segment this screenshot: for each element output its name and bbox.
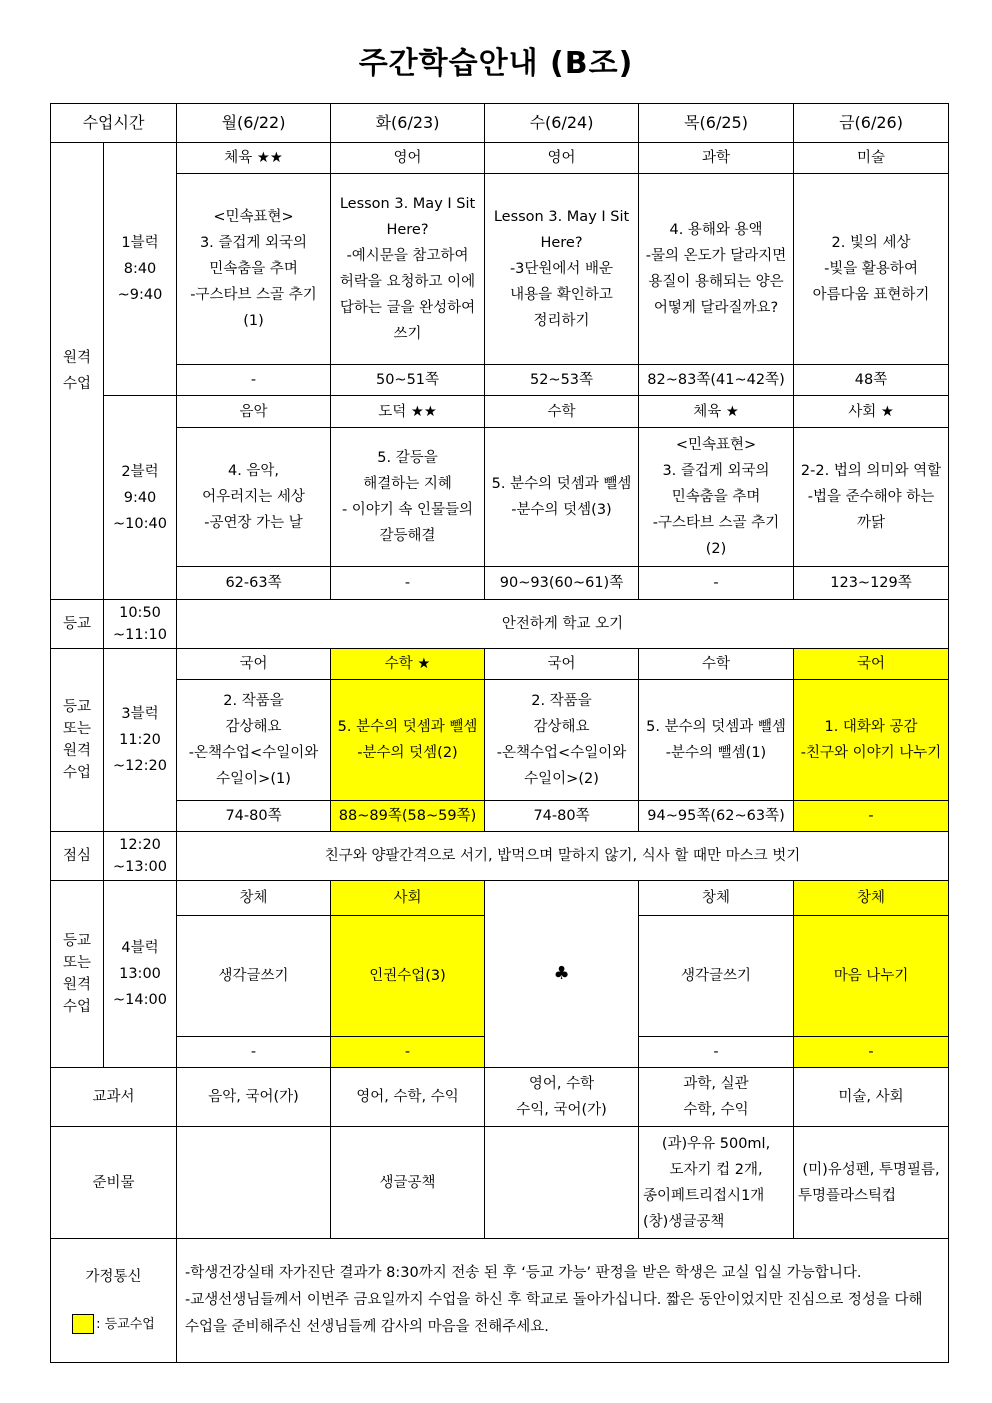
header-fri: 금(6/26)	[794, 104, 949, 143]
notice-label: 가정통신	[85, 1268, 142, 1285]
block1-page-fri: 48쪽	[794, 365, 949, 396]
block2-content-thu: <민속표현> 3. 즐겁게 외국의 민속춤을 추며 -구스타브 스골 추기(2)	[639, 428, 794, 567]
block3-content-thu: 5. 분수의 덧셈과 뺄셈 -분수의 뺄셈(1)	[639, 680, 794, 801]
block1-content-wed: Lesson 3. May I Sit Here? -3단원에서 배운 내용을 확인하고 정리하기	[485, 174, 639, 365]
block3-subject-tue: 수학 ★	[331, 649, 485, 680]
lunch-label: 점심	[51, 832, 104, 881]
block4-subject-row	[51, 881, 949, 916]
header-row	[51, 104, 949, 143]
block4-subject-mon: 창체	[177, 881, 331, 916]
block1-subject-thu: 과학	[639, 143, 794, 174]
block1-content-thu: 4. 용해와 용액 -물의 온도가 달라지면 용질이 용해되는 양은 어떻게 달라질까요?	[639, 174, 794, 365]
notice-line: -학생건강실태 자가진단 결과가 8:30까지 전송 된 후 ‘등교 가능’ 판정을 받은 학생은 교실 입실 가능합니다.	[185, 1265, 862, 1281]
header-wed: 수(6/24)	[485, 104, 639, 143]
block3-page-mon: 74-80쪽	[177, 801, 331, 832]
mixed-label-block4: 등교 또는 원격 수업	[51, 881, 104, 1068]
block3-page-tue: 88~89쪽(58~59쪽)	[331, 801, 485, 832]
block2-page-thu: -	[639, 567, 794, 600]
page-title: 주간학습안내 (B조)	[358, 46, 634, 81]
block3-page-fri: -	[794, 801, 949, 832]
arrival-text: 안전하게 학교 오기	[177, 600, 949, 649]
block4-content-fri: 마음 나누기	[794, 916, 949, 1037]
block2-page-mon: 62-63쪽	[177, 567, 331, 600]
block3-page-thu: 94~95쪽(62~63쪽)	[639, 801, 794, 832]
block1-page-mon: -	[177, 365, 331, 396]
block4-label: 4블럭 13:00 ~14:00	[104, 881, 177, 1068]
textbooks-mon: 음악, 국어(가)	[177, 1068, 331, 1127]
block2-content-row	[51, 428, 949, 567]
textbooks-thu: 과학, 실관 수학, 수익	[639, 1068, 794, 1127]
block4-page-thu: -	[639, 1037, 794, 1068]
club-icon: ♣	[485, 881, 639, 1068]
header-time: 수업시간	[51, 104, 177, 143]
block3-label: 3블럭 11:20 ~12:20	[104, 649, 177, 832]
block3-page-wed: 74-80쪽	[485, 801, 639, 832]
textbooks-label: 교과서	[51, 1068, 177, 1127]
block3-page-row	[51, 801, 949, 832]
block4-subject-tue: 사회	[331, 881, 485, 916]
block4-subject-fri: 창체	[794, 881, 949, 916]
block1-page-row	[51, 365, 949, 396]
block2-page-wed: 90~93(60~61)쪽	[485, 567, 639, 600]
block3-content-mon: 2. 작품을 감상해요 -온책수업<수일이와 수일이>(1)	[177, 680, 331, 801]
arrival-time: 10:50 ~11:10	[104, 600, 177, 649]
block4-page-tue: -	[331, 1037, 485, 1068]
block3-content-fri: 1. 대화와 공감 -친구와 이야기 나누기	[794, 680, 949, 801]
block1-page-thu: 82~83쪽(41~42쪽)	[639, 365, 794, 396]
block2-content-tue: 5. 갈등을 해결하는 지혜 - 이야기 속 인물들의 갈등해결	[331, 428, 485, 567]
header-thu: 목(6/25)	[639, 104, 794, 143]
block1-subject-wed: 영어	[485, 143, 639, 174]
block3-content-row	[51, 680, 949, 801]
block2-subject-fri: 사회 ★	[794, 396, 949, 428]
block3-subject-thu: 수학	[639, 649, 794, 680]
legend-swatch	[72, 1314, 94, 1334]
block3-subject-mon: 국어	[177, 649, 331, 680]
notice-line: -교생선생님들께서 이번주 금요일까지 수업을 하신 후 학교로 돌아가십니다. 짧은 동안이었지만 진심으로 정성을 다해 수업을 준비해주신 선생님들께 감사의 마음을 전해주세요.	[185, 1292, 923, 1335]
block3-content-wed: 2. 작품을 감상해요 -온책수업<수일이와 수일이>(2)	[485, 680, 639, 801]
block4-content-mon: 생각글쓰기	[177, 916, 331, 1037]
notice-body	[177, 1239, 949, 1363]
notice-label-cell	[51, 1239, 177, 1363]
block1-label: 1블럭 8:40 ~9:40	[104, 143, 177, 396]
block1-content-mon: <민속표현> 3. 즐겁게 외국의 민속춤을 추며 -구스타브 스골 추기(1)	[177, 174, 331, 365]
block2-page-tue: -	[331, 567, 485, 600]
header-mon: 월(6/22)	[177, 104, 331, 143]
block2-subject-row	[51, 396, 949, 428]
block1-content-fri: 2. 빛의 세상 -빛을 활용하여 아름다움 표현하기	[794, 174, 949, 365]
block4-content-tue: 인권수업(3)	[331, 916, 485, 1037]
weekly-schedule-table	[50, 103, 949, 1363]
block4-page-mon: -	[177, 1037, 331, 1068]
legend-text: : 등교수업	[96, 1316, 155, 1332]
block1-subject-row	[51, 143, 949, 174]
block1-page-tue: 50~51쪽	[331, 365, 485, 396]
textbooks-row	[51, 1068, 949, 1127]
block4-content-thu: 생각글쓰기	[639, 916, 794, 1037]
textbooks-fri: 미술, 사회	[794, 1068, 949, 1127]
supplies-row	[51, 1127, 949, 1239]
arrival-row	[51, 600, 949, 649]
block3-subject-row	[51, 649, 949, 680]
supplies-wed	[485, 1127, 639, 1239]
block4-subject-thu: 창체	[639, 881, 794, 916]
block1-content-row	[51, 174, 949, 365]
remote-label: 원격 수업	[51, 143, 104, 600]
header-tue: 화(6/23)	[331, 104, 485, 143]
block2-content-fri: 2-2. 법의 의미와 역할 -법을 준수해야 하는 까닭	[794, 428, 949, 567]
block2-content-wed: 5. 분수의 덧셈과 뺄셈 -분수의 덧셈(3)	[485, 428, 639, 567]
block2-subject-wed: 수학	[485, 396, 639, 428]
lunch-time: 12:20 ~13:00	[104, 832, 177, 881]
block2-content-mon: 4. 음악, 어우러지는 세상 -공연장 가는 날	[177, 428, 331, 567]
block2-subject-tue: 도덕 ★★	[331, 396, 485, 428]
legend	[55, 1312, 172, 1338]
supplies-mon	[177, 1127, 331, 1239]
block3-subject-fri: 국어	[794, 649, 949, 680]
textbooks-wed: 영어, 수학 수익, 국어(가)	[485, 1068, 639, 1127]
block1-content-tue: Lesson 3. May I Sit Here? -예시문을 참고하여 허락을 요청하고 이에 답하는 글을 완성하여 쓰기	[331, 174, 485, 365]
block2-page-fri: 123~129쪽	[794, 567, 949, 600]
arrival-label: 등교	[51, 600, 104, 649]
block4-page-fri: -	[794, 1037, 949, 1068]
supplies-fri: (미)유성펜, 투명필름, 투명플라스틱컵	[794, 1127, 949, 1239]
block2-subject-thu: 체육 ★	[639, 396, 794, 428]
block2-label: 2블럭 9:40 ~10:40	[104, 396, 177, 600]
block2-subject-mon: 음악	[177, 396, 331, 428]
mixed-label-block3: 등교 또는 원격 수업	[51, 649, 104, 832]
supplies-label: 준비물	[51, 1127, 177, 1239]
notice-row	[51, 1239, 949, 1363]
supplies-tue: 생글공책	[331, 1127, 485, 1239]
supplies-thu: (과)우유 500ml, 도자기 컵 2개, 종이페트리접시1개 (창)생글공책	[639, 1127, 794, 1239]
block2-page-row	[51, 567, 949, 600]
block1-subject-fri: 미술	[794, 143, 949, 174]
textbooks-tue: 영어, 수학, 수익	[331, 1068, 485, 1127]
block1-subject-mon: 체육 ★★	[177, 143, 331, 174]
lunch-text: 친구와 양팔간격으로 서기, 밥먹으며 말하지 않기, 식사 할 때만 마스크 벗기	[177, 832, 949, 881]
block1-subject-tue: 영어	[331, 143, 485, 174]
block3-subject-wed: 국어	[485, 649, 639, 680]
lunch-row	[51, 832, 949, 881]
block3-content-tue: 5. 분수의 덧셈과 뺄셈 -분수의 덧셈(2)	[331, 680, 485, 801]
block1-page-wed: 52~53쪽	[485, 365, 639, 396]
